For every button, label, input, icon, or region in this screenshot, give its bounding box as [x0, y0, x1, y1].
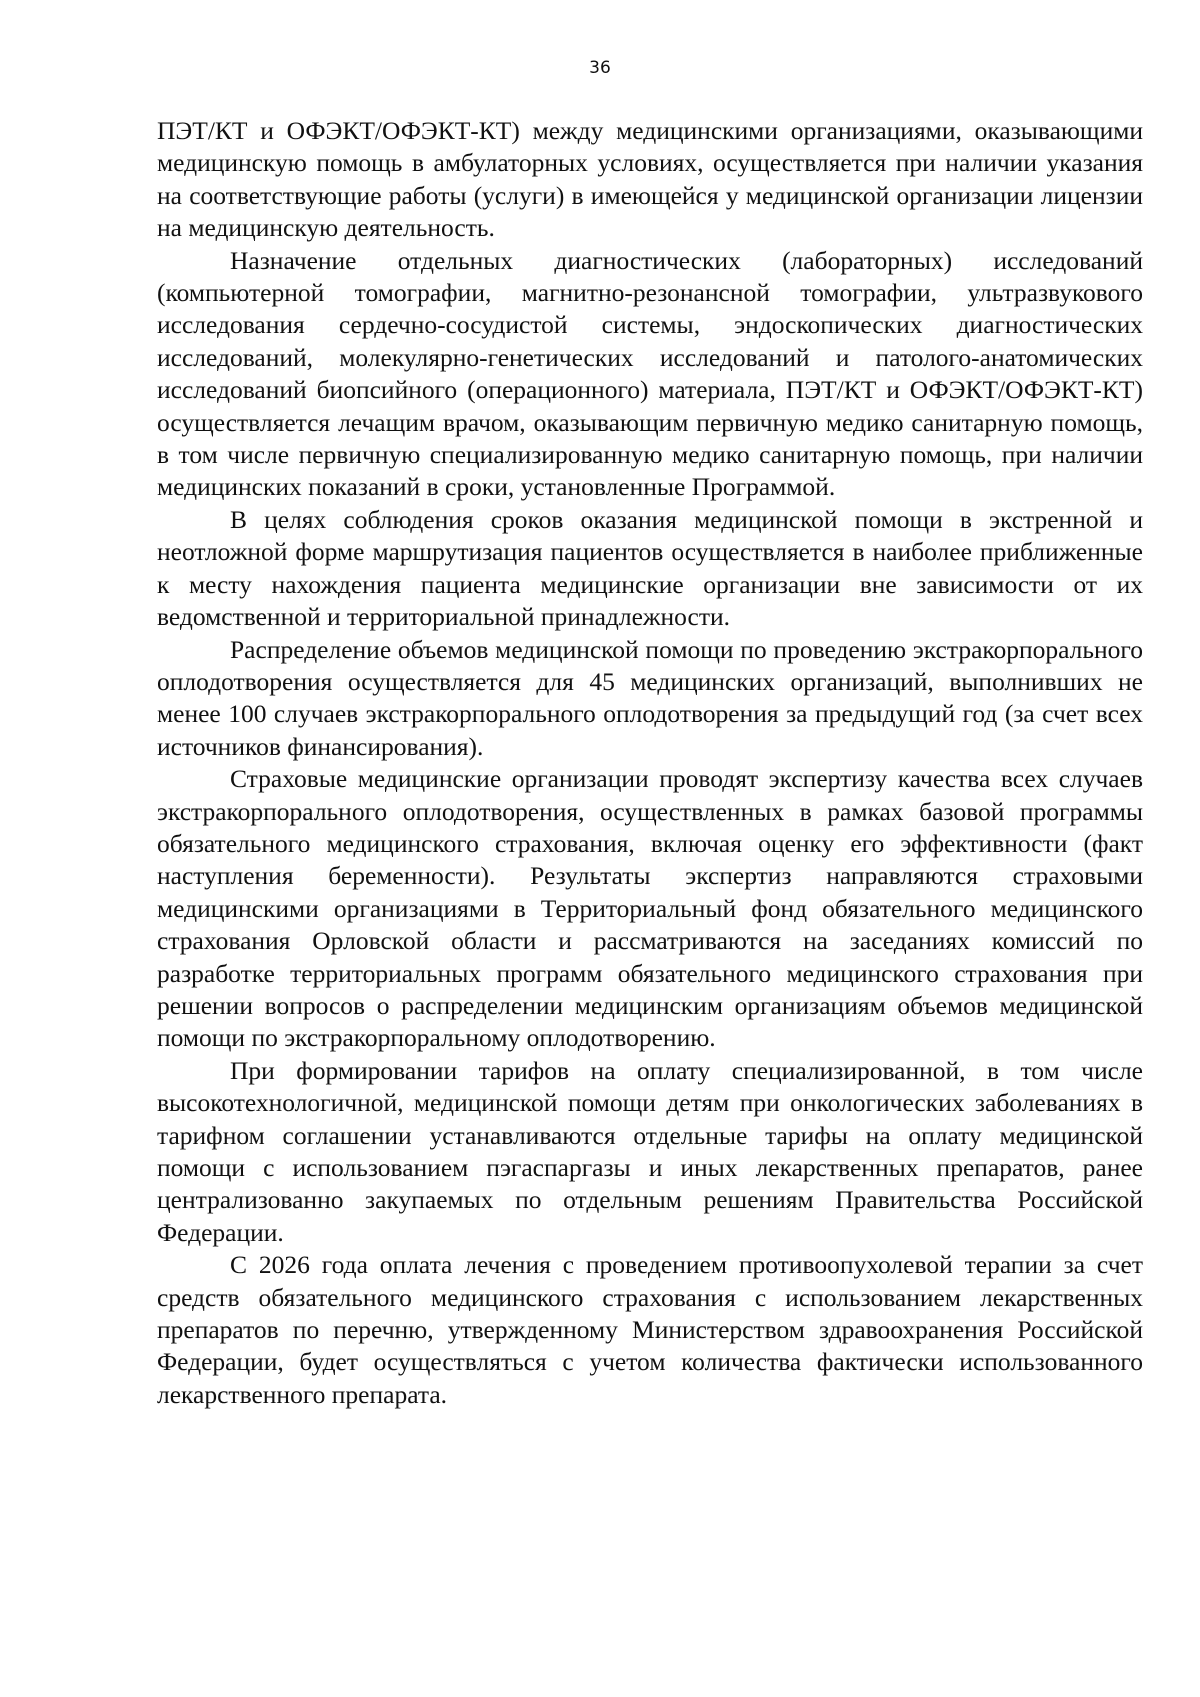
- page-number: 36: [589, 58, 611, 78]
- paragraph-ivf-quality-expertise: Страховые медицинские организации проводят экспертизу качества всех случаев экстракорпорального оплодотворения, осуществленных в рамках базовой программы обязательного медицинского страхования, включая оценку его эффективности (факт наступления беременности). Результаты экспертиз направляются страховыми медицинскими организациями в Территориальный фонд обязательного медицинского страхования Орловской области и рассматриваются на заседаниях комиссий по разработке территориальных программ обязательного медицинского страхования при решении вопросов о распределении медицинским организациям объемов медицинской помощи по экстракорпоральному оплодотворению.: [157, 764, 1143, 1053]
- paragraph-ivf-volume-distribution: Распределение объемов медицинской помощи по проведению экстракорпорального оплодотворения осуществляется для 45 медицинских организаций, выполнивших не менее 100 случаев экстракорпорального оплодотворения за предыдущий год (за счет всех источников финансирования).: [157, 634, 1143, 761]
- paragraph-oncology-tariffs: При формировании тарифов на оплату специализированной, в том числе высокотехнологичной, медицинской помощи детям при онкологических заболеваниях в тарифном соглашении устанавливаются отдельные тарифы на оплату медицинской помощи с использованием пэгаспаргазы и иных лекарственных препаратов, ранее централизованно закупаемых по отдельным решениям Правительства Российской Федерации.: [157, 1055, 1143, 1247]
- paragraph-diagnostic-referral: Назначение отдельных диагностических (лабораторных) исследований (компьютерной томографии, магнитно-резонансной томографии, ультразвукового исследования сердечно-сосудистой системы, эндоскопических диагностических исследований, молекулярно-генетических исследований и патолого-анатомических исследований биопсийного (операционного) материала, ПЭТ/КТ и ОФЭКТ/ОФЭКТ-КТ) осуществляется лечащим врачом, оказывающим первичную медико санитарную помощь, в том числе первичную специализированную медико санитарную помощь, при наличии медицинских показаний в сроки, установленные Программой.: [157, 245, 1143, 502]
- paragraph-emergency-routing: В целях соблюдения сроков оказания медицинской помощи в экстренной и неотложной форме маршрутизация пациентов осуществляется в наиболее приближенные к месту нахождения пациента медицинские организации вне зависимости от их ведомственной и территориальной принадлежности.: [157, 504, 1143, 632]
- paragraph-continuation: ПЭТ/КТ и ОФЭКТ/ОФЭКТ-КТ) между медицинскими организациями, оказывающими медицинскую помощь в амбулаторных условиях, осуществляется при наличии указания на соответствующие работы (услуги) в имеющейся у медицинской организации лицензии на медицинскую деятельность.: [157, 116, 1143, 243]
- document-body: [157, 115, 1143, 1411]
- paragraph-antitumor-therapy-payment: С 2026 года оплата лечения с проведением противоопухолевой терапии за счет средств обязательного медицинского страхования с использованием лекарственных препаратов по перечню, утвержденному Министерством здравоохранения Российской Федерации, будет осуществляться с учетом количества фактически использованного лекарственного препарата.: [157, 1250, 1143, 1409]
